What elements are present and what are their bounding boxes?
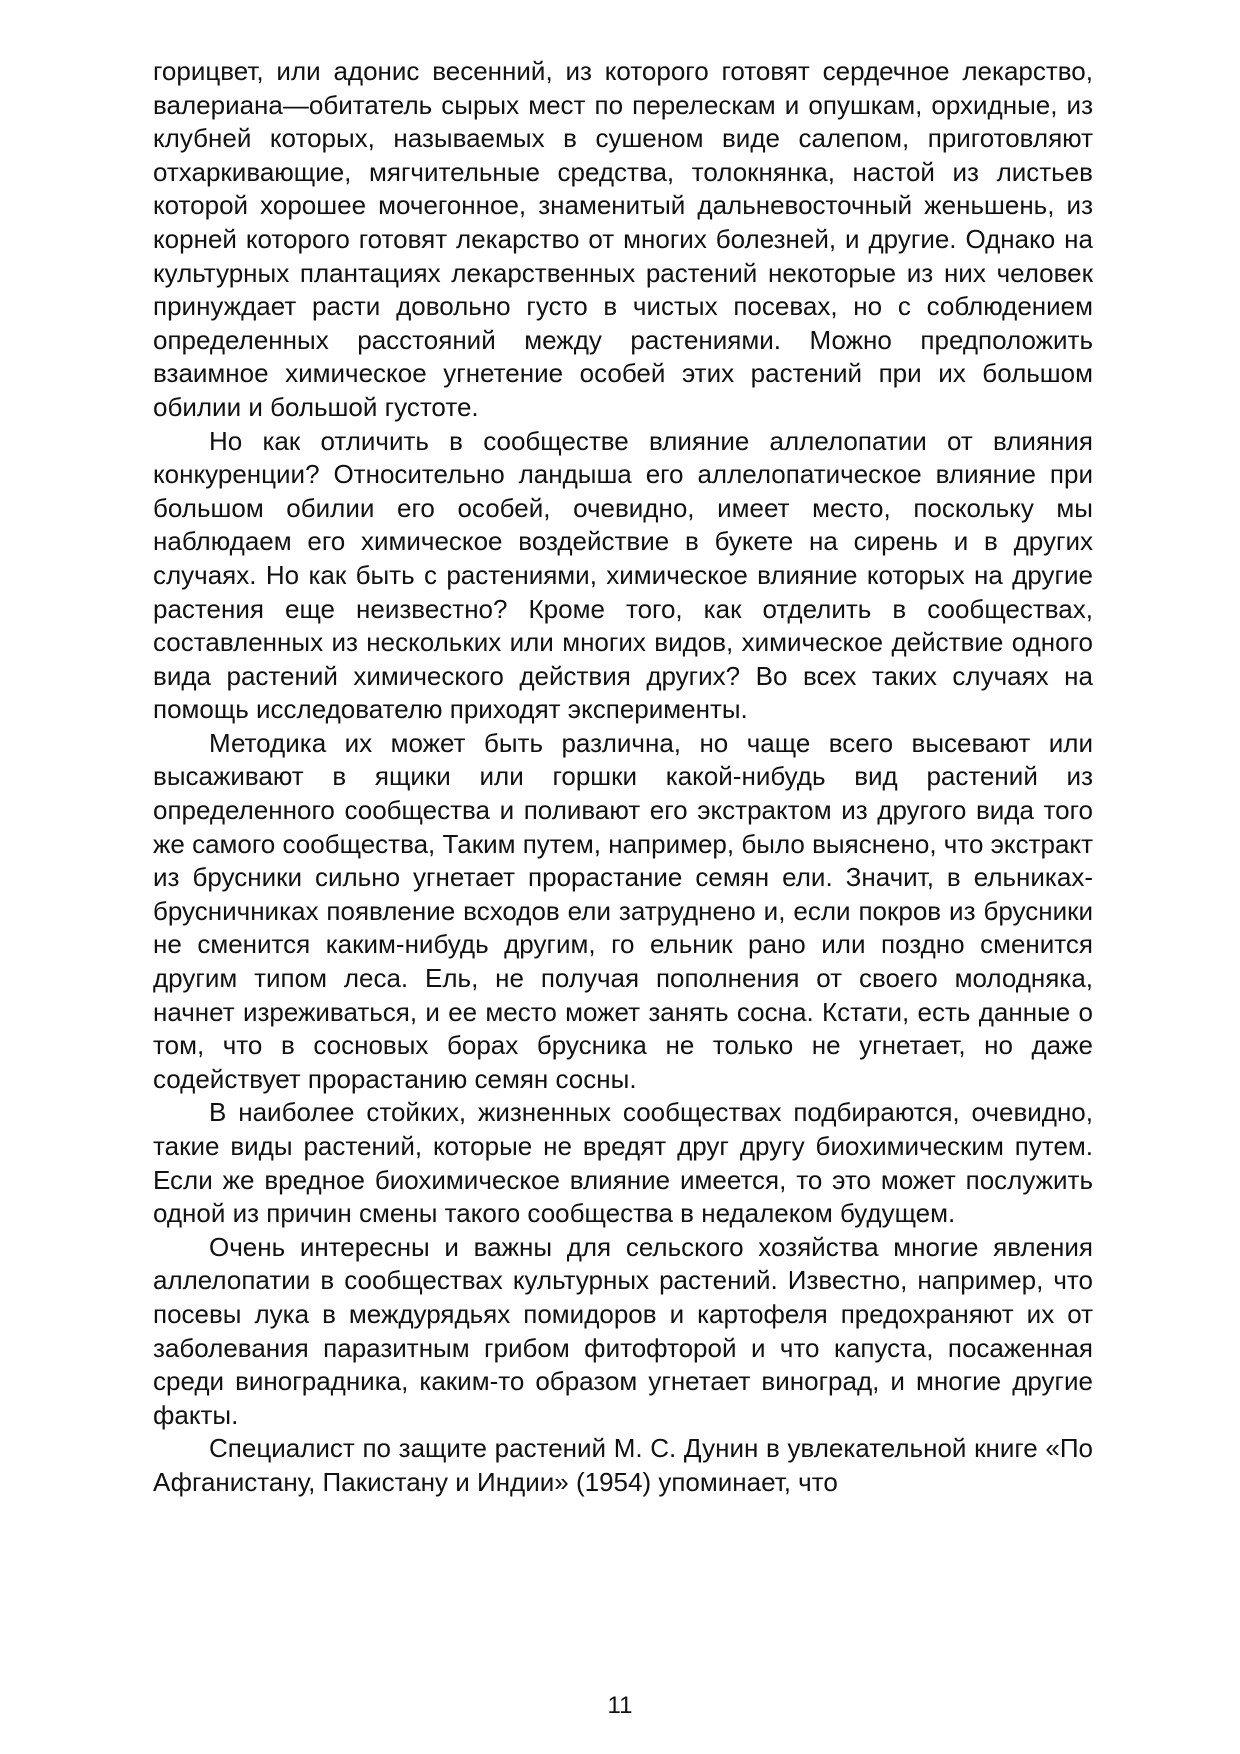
paragraph-6: Специалист по защите растений М. С. Дунин в увлекательной книге «По Афганистану, Пакистану и Индии» (1954) упоминает, что [153,1433,1093,1497]
paragraph-4: В наиболее стойких, жизненных сообществах подбираются, очевидно, такие виды растений, которые не вредят друг другу биохимическим путем. Если же вредное биохимическое влияние имеется, то это может послужить одной из причин смены такого сообщества в недалеком будущем. [153,1097,1093,1229]
paragraph-2: Но как отличить в сообществе влияние аллелопатии от влияния конкуренции? Относительно ландыша его аллелопатическое влияние при большом обилии его особей, очевидно, имеет место, поскольку мы наблюдаем его химическое воздействие в букете на сирень и в других случаях. Но как быть с растениями, химическое влияние которых на другие растения еще неизвестно? Кроме того, как отделить в сообществах, составленных из нескольких или многих видов, химическое действие одного вида растений химического действия других? Во всех таких случаях на помощь исследователю приходят эксперименты. [153,425,1093,725]
paragraph-3: Методика их может быть различна, но чаще всего высевают или высаживают в ящики или горшки какой-нибудь вид растений из определенного сообщества и поливают его экстрактом из другого вида того же самого сообщества, Таким путем, например, было выяснено, что экстракт из брусники сильно угнетает прорастание семян ели. Значит, в ельниках-брусничниках появление всходов ели затруднено и, если покров из брусники не сменится каким-нибудь другим, го ельник рано или поздно сменится другим типом леса. Ель, не получая пополнения от своего молодняка, начнет изреживаться, и ее место может занять сосна. Кстати, есть данные о том, что в сосновых борах брусника не только не угнетает, но даже содействует прорастанию семян сосны. [153,727,1093,1094]
paragraph-5: Очень интересны и важны для сельского хозяйства многие явления аллелопатии в сообществах культурных растений. Известно, например, что посевы лука в междурядьях помидоров и картофеля предохраняют их от заболевания паразитным грибом фитофторой и что капуста, посаженная среди виноградника, каким-то образом угнетает виноград, и многие другие факты. [153,1231,1093,1430]
page-number: 11 [607,1692,633,1719]
page-body [153,55,1093,1500]
paragraph-1: горицвет, или адонис весенний, из которого готовят сердечное лекарство, валериана—обитатель сырых мест по перелескам и опушкам, орхидные, из клубней которых, называемых в сушеном виде салепом, приготовляют отхаркивающие, мягчительные средства, толокнянка, настой из листьев которой хорошее мочегонное, знаменитый дальневосточный женьшень, из корней которого готовят лекарство от многих болезней, и другие. Однако на культурных плантациях лекарственных растений некоторые из них человек принуждает расти довольно густо в чистых посевах, но с соблюдением определенных расстояний между растениями. Можно предположить взаимное химическое угнетение особей этих растений при их большом обилии и большой густоте. [153,56,1093,422]
